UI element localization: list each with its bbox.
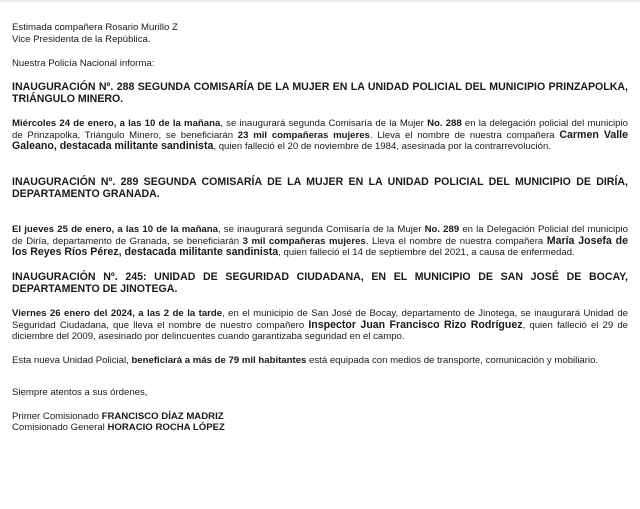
section-1-date: Miércoles 24 de enero, a las 10 de la mañana bbox=[12, 117, 221, 129]
intro-line: Nuestra Policía Nacional informa: bbox=[12, 58, 155, 70]
section-2-heading: INAUGURACIÓN Nº. 289 SEGUNDA COMISARÍA DE LA MUJER EN LA UNIDAD POLICIAL DEL MUNICIPIO DE DIRÍA, DEPARTAMENTO GRANADA. bbox=[12, 175, 628, 201]
document-body bbox=[12, 22, 628, 434]
section-2-number: No. 289 bbox=[424, 223, 460, 235]
section-3-date: Viernes 26 enero del 2024, a las 2 de la tarde bbox=[12, 307, 223, 319]
salutation-line-2: Vice Presidenta de la República. bbox=[12, 33, 151, 45]
section-2-date: El jueves 25 de enero, a las 10 de la mañana bbox=[12, 223, 218, 235]
section-1-number: No. 288 bbox=[427, 117, 462, 129]
section-1-paragraph: Miércoles 24 de enero, a las 10 de la mañana, se inaugurará segunda Comisaría de la Mujer No. 288 en la delegación policial del municipio de Prinzapolka, Triángulo Minero, se beneficiarán 23 mil compañeras mujeres. Lleva el nombre de nuestra compañera Carmen Valle Galeano, destacada militante sandinista, quien falleció el 20 de noviembre de 1984, asesinada por la contrarrevolución. bbox=[12, 117, 628, 153]
signature-line-1: Primer Comisionado FRANCISCO DÍAZ MADRIZ bbox=[12, 410, 224, 422]
closing-line: Siempre atentos a sus órdenes, bbox=[12, 387, 148, 399]
section-1-heading: INAUGURACIÓN Nº. 288 SEGUNDA COMISARÍA DE LA MUJER EN LA UNIDAD POLICIAL DEL MUNICIPIO PRINZAPOLKA, TRIÁNGULO MINERO. bbox=[12, 80, 628, 106]
signature-line-2: Comisionado General HORACIO ROCHA LÓPEZ bbox=[12, 422, 225, 434]
signature-name-2: HORACIO ROCHA LÓPEZ bbox=[107, 422, 225, 434]
summary-paragraph: Esta nueva Unidad Policial, beneficiará a más de 79 mil habitantes está equipada con medios de transporte, comunicación y mobiliario. bbox=[12, 354, 599, 366]
section-2-beneficiaries: 3 mil compañeras mujeres bbox=[242, 235, 366, 247]
section-1-beneficiaries: 23 mil compañeras mujeres bbox=[237, 129, 370, 141]
top-divider bbox=[0, 0, 640, 2]
section-1-honoree: Carmen Valle Galeano bbox=[12, 128, 628, 153]
signature-name-1: FRANCISCO DÍAZ MADRIZ bbox=[101, 410, 224, 422]
section-3-heading: INAUGURACIÓN Nº. 245: UNIDAD DE SEGURIDAD CIUDADANA, EN EL MUNICIPIO DE SAN JOSÉ DE BOCAY, DEPARTAMENTO DE JINOTEGA. bbox=[12, 270, 628, 296]
section-3-paragraph: Viernes 26 enero del 2024, a las 2 de la tarde, en el municipio de San José de Bocay, departamento de Jinotega, se inaugurará Unidad de Seguridad Ciudadana, que lleva el nombre de nuestro compañero Inspector Juan Francisco Rizo Rodríguez, quien falleció el 29 de diciembre del 2009, asesinado por delincuentes cuando garantizaba seguridad en el campo. bbox=[12, 307, 628, 343]
section-2-honoree: María Josefa de los Reyes Ríos Pérez bbox=[12, 234, 628, 259]
summary-beneficiaries: beneficiará a más de 79 mil habitantes bbox=[131, 354, 307, 366]
salutation-line-1: Estimada compañera Rosario Murillo Z bbox=[12, 22, 178, 33]
section-2-paragraph: El jueves 25 de enero, a las 10 de la mañana, se inaugurará segunda Comisaría de la Mujer No. 289 en la Delegación Policial del municipio de Diría, departamento de Granada, se beneficiarán 3 mil compañeras mujeres. Lleva el nombre de nuestra compañera María Josefa de los Reyes Ríos Pérez, destacada militante sandinista, quien falleció el 14 de septiembre del 2021, a causa de enfermedad. bbox=[12, 223, 628, 259]
section-3-honoree: Inspector Juan Francisco Rizo Rodríguez bbox=[308, 318, 523, 331]
